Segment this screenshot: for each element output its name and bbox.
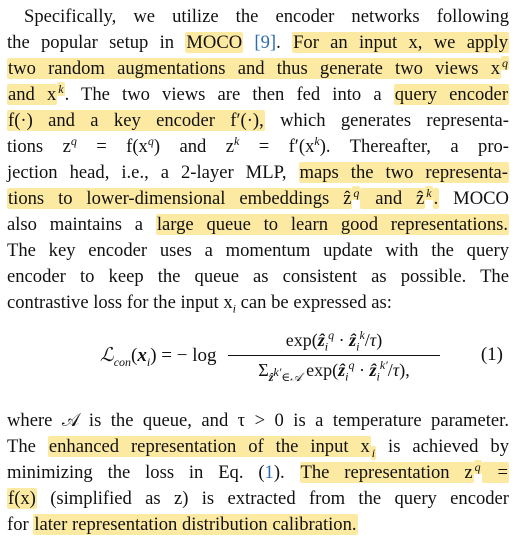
equation-number: (1): [480, 344, 503, 365]
text-line: [7, 486, 509, 512]
text-segment: i: [232, 301, 237, 316]
highlighted-text: =: [482, 462, 508, 483]
text-segment: also maintains a: [7, 214, 156, 235]
text-line: [7, 108, 509, 134]
text-line: [7, 134, 509, 160]
text-segment: k: [233, 133, 240, 148]
text-line: [7, 56, 509, 82]
text-segment: MOCO: [439, 188, 509, 209]
highlighted-text: tions to lower-dimensional embeddings ẑ: [8, 188, 352, 209]
highlighted-text: q: [353, 185, 360, 200]
text-line: [7, 186, 509, 212]
text-line: [7, 434, 509, 460]
text-line: [7, 4, 509, 30]
text-line: [7, 160, 509, 186]
citation-link[interactable]: [9]: [243, 32, 277, 53]
highlighted-text: q: [502, 55, 508, 70]
highlighted-text: k: [58, 81, 64, 96]
equation-1: [7, 326, 509, 388]
text-segment: The key encoder uses a momentum update with the query: [7, 240, 509, 261]
highlighted-text: and ẑ: [361, 188, 425, 209]
text-segment: ) and z: [153, 136, 234, 157]
highlighted-text: later representation distribution calibration.: [34, 514, 357, 535]
highlighted-text: k: [426, 185, 432, 200]
highlighted-text: maps the two representa-: [299, 162, 508, 183]
highlighted-text: and x: [8, 84, 57, 105]
text-segment: the popular setup in: [7, 32, 186, 53]
text-segment: for: [7, 514, 34, 535]
highlighted-text: The representation z: [300, 462, 473, 483]
text-line: [7, 30, 509, 56]
text-line: [7, 290, 509, 316]
text-segment: contrastive loss for the input x: [7, 292, 233, 313]
citation-link[interactable]: 1: [264, 462, 274, 483]
highlighted-text: large queue to learn good representations.: [156, 214, 508, 235]
highlighted-text: enhanced representation of the input x: [48, 436, 370, 457]
text-line: [7, 212, 509, 238]
fraction-bar: [228, 355, 440, 356]
text-segment: The: [7, 436, 48, 457]
text-segment: encoder to keep the queue as consistent as possible. The: [7, 266, 509, 287]
text-segment: q: [147, 133, 154, 148]
text-segment: (simplified as z) is extracted from the query encoder: [36, 488, 509, 509]
text-segment: = f(x: [76, 136, 148, 157]
text-segment: q: [70, 133, 77, 148]
equation-fraction: [224, 326, 444, 385]
text-segment: where 𝒜 is the queue, and τ > 0 is a temperature parameter.: [7, 410, 509, 431]
text-segment: Specifically, we utilize the encoder networks following: [24, 6, 509, 27]
highlighted-text: MOCO: [186, 32, 243, 53]
highlighted-text: q: [474, 459, 481, 474]
text-segment: which generates representa-: [264, 110, 509, 131]
text-segment: .: [276, 32, 293, 53]
text-line: [7, 460, 509, 486]
highlighted-text: query encoder: [394, 84, 509, 105]
text-segment: ). Thereafter, a pro-: [319, 136, 509, 157]
highlighted-text: f(x): [8, 488, 36, 509]
text-line: [7, 238, 509, 264]
equation-numerator: exp(ẑ$_i^q$ · ẑ$_i^k$/τ): [285, 328, 383, 354]
equation-lhs: $ℒ_{con}(x_i)$ = − log: [100, 345, 217, 369]
text-line: [7, 264, 509, 290]
text-segment: is achieved by: [376, 436, 509, 457]
text-segment: = f′(x: [239, 136, 315, 157]
highlighted-text: i: [371, 445, 376, 460]
text-segment: jection head, i.e., a 2-layer MLP,: [7, 162, 299, 183]
text-segment: minimizing the loss in Eq. (: [7, 462, 265, 483]
equation-denominator: $\Sigma_{ẑ^{k'}\in 𝒜}$ exp(ẑ$_i^q$ · ẑ$_i^{k'}$/τ),: [258, 358, 410, 384]
text-segment: ).: [273, 462, 300, 483]
text-segment: can be expressed as:: [236, 292, 392, 313]
text-segment: k: [314, 133, 320, 148]
highlighted-text: two random augmentations and thus generate two views x: [8, 58, 500, 79]
text-line: [7, 512, 509, 538]
text-line: [7, 82, 509, 108]
text-segment: tions z: [7, 136, 71, 157]
text-line: [7, 408, 509, 434]
highlighted-text: For an input x, we apply: [293, 32, 509, 53]
highlighted-text: f(·) and a key encoder f′(·),: [8, 110, 264, 131]
text-segment: . The two views are then fed into a: [64, 84, 394, 105]
highlighted-text: .: [433, 188, 439, 209]
